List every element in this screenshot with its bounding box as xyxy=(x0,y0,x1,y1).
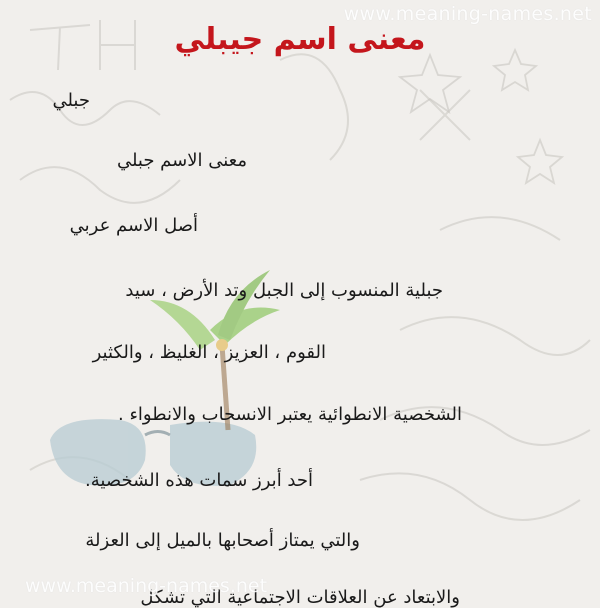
page-title: معنى اسم جيبلي xyxy=(174,22,426,57)
meaning-line-2: القوم ، العزيز ، الغليظ ، والكثير xyxy=(92,342,326,363)
watermark-bottom: www.meaning-names.net xyxy=(25,575,268,597)
personality-line-2: أحد أبرز سمات هذه الشخصية. xyxy=(85,470,313,491)
name-text: جبلي xyxy=(52,90,90,111)
personality-line-3: والتي يمتاز أصحابها بالميل إلى العزلة xyxy=(85,530,360,551)
origin-text: أصل الاسم عربي xyxy=(69,215,198,236)
personality-line-4: والابتعاد عن العلاقات الاجتماعية التي تشكل xyxy=(140,587,460,608)
personality-line-1: الشخصية الانطوائية يعتبر الانسحاب والانطواء . xyxy=(118,404,462,425)
meaning-line-1: جبلية المنسوب إلى الجبل وتد الأرض ، سيد xyxy=(125,280,443,301)
watermark-top: www.meaning-names.net xyxy=(343,3,592,25)
meaning-heading: معنى الاسم جبلي xyxy=(116,150,247,171)
